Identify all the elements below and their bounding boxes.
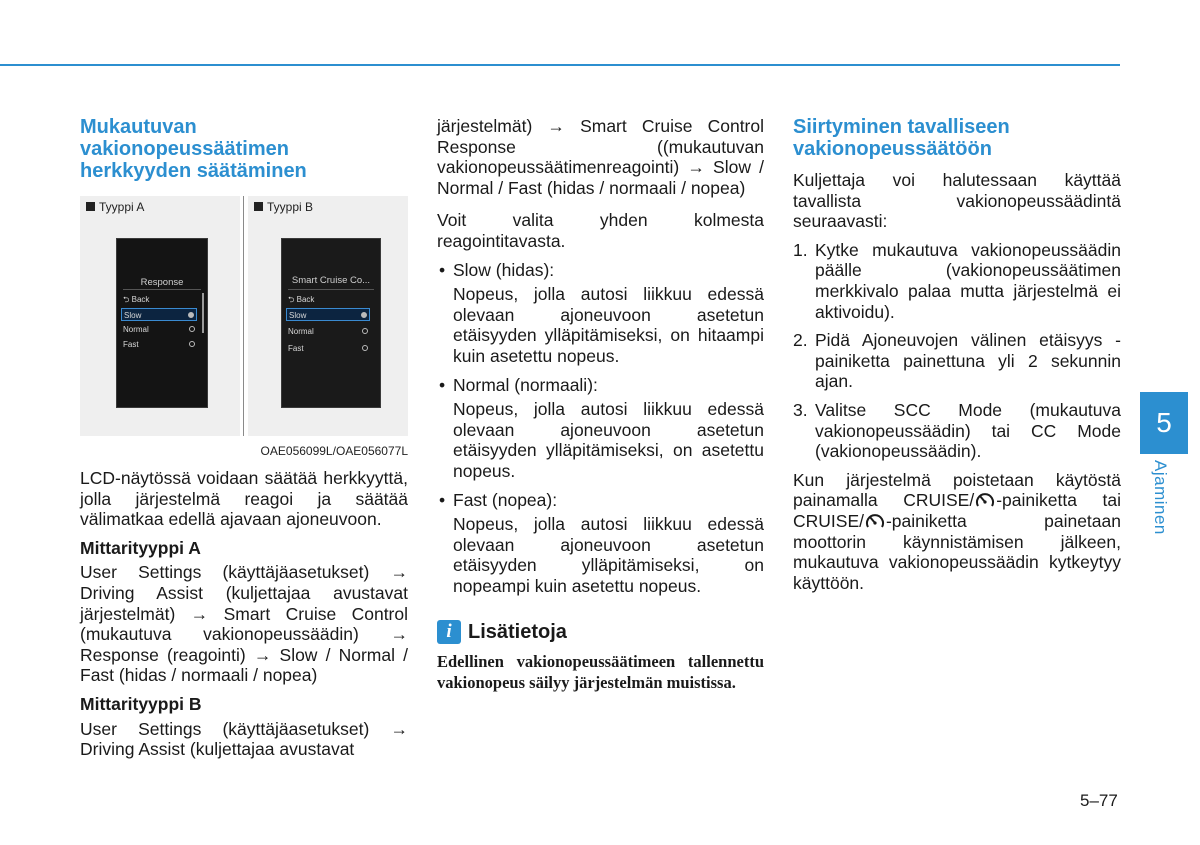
radio-selected-icon [361,312,367,318]
screen-option-normal: Normal [121,323,197,336]
page-number: 5–77 [1080,791,1118,810]
type-b-paragraph: User Settings (käyttäjäasetukset) → Driving Assist (kuljettajaa avustavat [80,718,408,760]
column-3 [793,116,1121,593]
heading-line: vakionopeussäätöön [793,138,992,160]
radio-icon [362,328,368,334]
heading-line: Siirtyminen tavalliseen [793,116,1010,138]
figure-label-type-b: Tyyppi B [254,200,313,214]
intro-paragraph: Kuljettaja voi halutessaan käyttää tavallista vakionopeussäädintä seuraavasti: [793,170,1121,232]
screen-back-item: ⮌ Back [123,295,150,304]
info-body: Edellinen vakionopeussäätimeen tallennettu vakionopeus säilyy järjestelmän muistissa. [437,652,764,692]
subheading-type-b: Mittarityyppi B [80,693,202,714]
radio-icon [189,341,195,347]
lcd-screen-type-b [281,238,381,408]
figure-caption: OAE056099L/OAE056077L [260,444,408,458]
screen-title: Response [140,277,184,288]
lcd-figure [80,196,408,458]
step-2: 2. Pidä Ajoneuvojen välinen etäisyys -painiketta painettuna yli 2 sekunnin ajan. [793,330,1121,392]
screen-title: Smart Cruise Co... [291,275,371,286]
continued-paragraph: järjestelmät) → Smart Cruise Control Response ((mukautuvan vakionopeussäätimenreagointi) → Slow / Normal / Fast (hidas / normaali / nopea) [437,116,764,198]
figure-divider [243,196,244,436]
heading-line: Mukautuvan [80,116,197,138]
chapter-tab: 5 [1140,392,1188,454]
section-heading-sensitivity [80,116,408,182]
step-1: 1. Kytke mukautuva vakionopeussäädin päälle (vakionopeussäätimen merkkivalo palaa mutta järjestelmä ei aktivoidu). [793,239,1121,322]
cruise-control-icon [865,512,885,530]
screen-back-item: ⮌ Back [288,295,315,304]
info-icon: i [437,620,461,644]
figure-panel-type-b [248,196,408,436]
chapter-tab-label: Ajaminen [1151,460,1170,535]
info-box-header [437,620,764,644]
lcd-screen-type-a [116,238,208,408]
info-title: Lisätietoja [468,621,567,644]
heading-line: vakionopeussäätimen [80,138,289,160]
figure-panel-type-a [80,196,240,436]
screen-option-slow: Slow [286,308,370,321]
screen-option-normal: Normal [286,325,370,338]
step-3: 3. Valitse SCC Mode (mukautuva vakionopeussäädin) tai CC Mode (vakionopeussäädin). [793,399,1121,462]
column-2 [437,116,764,693]
bullet-slow: • Slow (hidas): [437,260,764,281]
bullet-body: Nopeus, jolla autosi liikkuu edessä olevaan ajoneuvoon asetetun etäisyyden ylläpitämiseksi, on hitaampi kuin asetettu nopeus. [453,284,764,366]
screen-option-fast: Fast [121,338,197,351]
heading-line: herkkyyden säätäminen [80,160,307,182]
radio-icon [362,345,368,351]
bullet-fast: • Fast (nopea): [437,490,764,511]
intro-paragraph: LCD-näytössä voidaan säätää herkkyyttä, jolla järjestelmä reagoi ja säätää välimatkaa edellä ajavaan ajoneuvoon. [80,468,408,530]
type-a-paragraph: User Settings (käyttäjäasetukset) → Driving Assist (kuljettajaa avustavat järjestelmät) → Smart Cruise Control (mukautuva vakionopeussäädin) → Response (reagointi) → Slow / Normal / Fast (hidas / normaali / nopea) [80,562,408,686]
cruise-control-icon [975,491,995,509]
bullet-body: Nopeus, jolla autosi liikkuu edessä olevaan ajoneuvoon asetetun etäisyyden ylläpitämiseksi, on nopeampi kuin asetettu nopeus. [453,514,764,596]
radio-icon [189,326,195,332]
column-1 [80,116,408,760]
radio-selected-icon [188,312,194,318]
screen-option-fast: Fast [286,342,370,355]
section-heading-normal-cruise [793,116,1121,160]
screen-option-slow: Slow [121,308,197,321]
screen-scrollbar [202,293,204,333]
bullet-normal: • Normal (normaali): [437,375,764,396]
figure-label-type-a: Tyyppi A [86,200,144,214]
outro-paragraph: Kun järjestelmä poistetaan käytöstä painamalla CRUISE/ -painiketta tai CRUISE/ -painiketta painetaan moottorin käynnistämisen jälkeen, mukautuva vakionopeussäädin kytkeytyy käyttöön. [793,469,1121,593]
top-rule [0,64,1120,66]
subheading-type-a: Mittarityyppi A [80,537,201,558]
choose-paragraph: Voit valita yhden kolmesta reagointitavasta. [437,210,764,251]
bullet-body: Nopeus, jolla autosi liikkuu edessä olevaan ajoneuvoon asetetun etäisyyden ylläpitämiseksi, on asetettu nopeus. [453,399,764,481]
